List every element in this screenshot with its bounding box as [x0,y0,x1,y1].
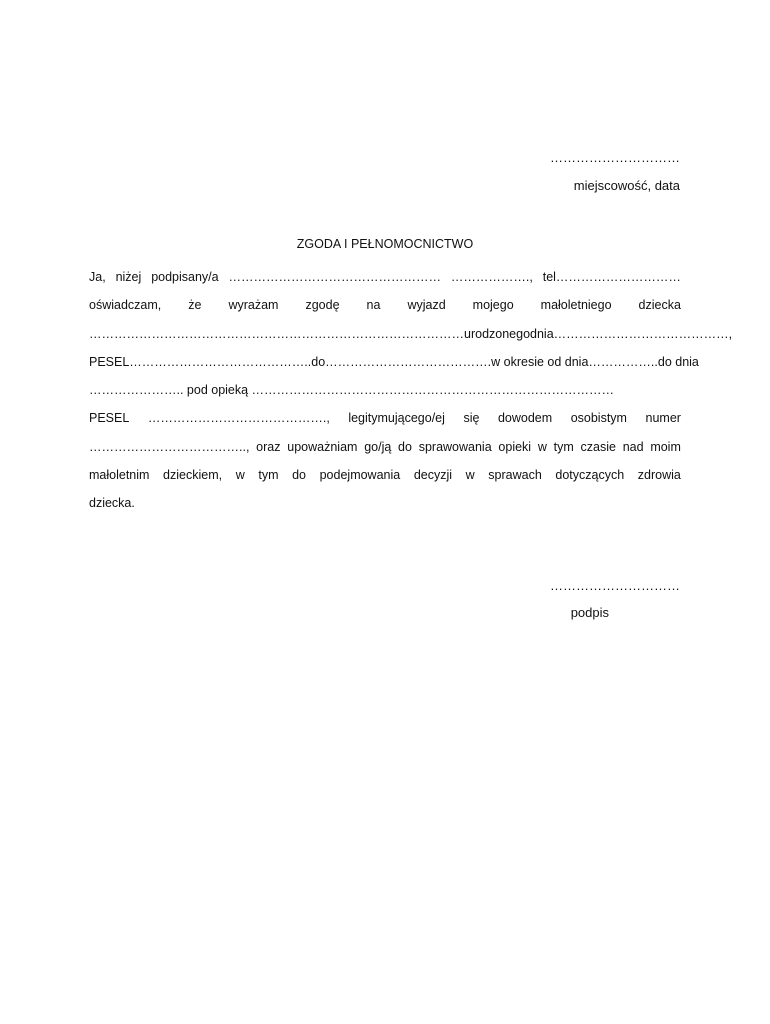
body-word: do [311,354,326,369]
body-line [89,291,681,319]
body-word: małoletniego [540,298,612,313]
body-word: małoletnim [89,468,150,483]
document-body [89,263,733,518]
body-word: ………………., [450,270,533,284]
body-word: …………….. [588,354,658,369]
place-date-label: miejscowość, data [573,178,680,193]
body-word: zdrowia [637,468,681,483]
body-word: tel………………………… [542,270,681,284]
body-word: czasie [580,439,616,454]
body-word: w [537,439,547,454]
place-date-dots: ………………………… [550,150,680,165]
body-word: do [292,468,306,483]
body-word: w [235,468,245,483]
body-word: sprawach [488,468,542,483]
body-word: ……………………………………, [553,326,733,341]
body-word: w [465,468,475,483]
body-word: sprawowania [418,439,492,454]
body-word: się [463,411,480,426]
body-word: podejmowania [319,468,401,483]
body-word: dnia [530,326,554,341]
body-word: dziecka [638,298,681,313]
body-word: opieki [498,439,532,454]
body-word: …………………………………………… [228,270,441,284]
body-word: ……………………………….., [89,439,250,454]
body-word: dzieckiem, [163,468,223,483]
body-word: ……………………………… [325,354,476,369]
body-word: decyzji [413,468,453,483]
body-word: tym [258,468,279,483]
body-line [89,320,733,348]
body-word: ….w okresie od dnia [475,354,589,369]
body-word: PESEL [89,411,130,426]
signature-dots: ………………………… [550,578,680,593]
body-word: moim [650,439,681,454]
body-word: na [366,298,381,313]
body-line: dziecka. [89,496,135,511]
body-word: niżej [115,270,142,284]
body-word: osobistym [570,411,627,426]
body-word: PESEL…………………………………….. [89,354,312,369]
body-word: wyjazd [407,298,446,313]
body-word: ……………………………………., [147,411,330,426]
body-word: dotyczących [555,468,625,483]
body-line [89,348,699,376]
body-word: do [398,439,412,454]
signature-label: podpis [570,605,609,620]
body-word: oświadczam, [89,298,162,313]
body-word: Ja, [89,270,106,284]
document-title: ZGODA I PEŁNOMOCNICTWO [296,237,474,251]
body-word: do dnia [657,354,699,369]
body-word: że [188,298,202,313]
body-word: ……………………………………………………………………………… [89,326,464,341]
body-word: wyrażam [228,298,279,313]
body-word: urodzonego [464,326,531,341]
body-word: upoważniam [287,439,358,454]
body-word: oraz [256,439,281,454]
body-word: dowodem [497,411,553,426]
body-word: zgodę [305,298,340,313]
body-word: tym [553,439,574,454]
body-word: numer [645,411,681,426]
body-line [89,404,681,432]
body-word: go/ją [364,439,392,454]
body-word: nad [622,439,644,454]
body-line [89,433,681,461]
body-line: ………………….. pod opieką …………………………………………………………………………… [89,383,615,398]
body-line [89,461,681,489]
body-word: mojego [472,298,514,313]
body-line [89,263,681,291]
body-word: podpisany/a [151,270,219,284]
body-word: legitymującego/ej [348,411,445,426]
